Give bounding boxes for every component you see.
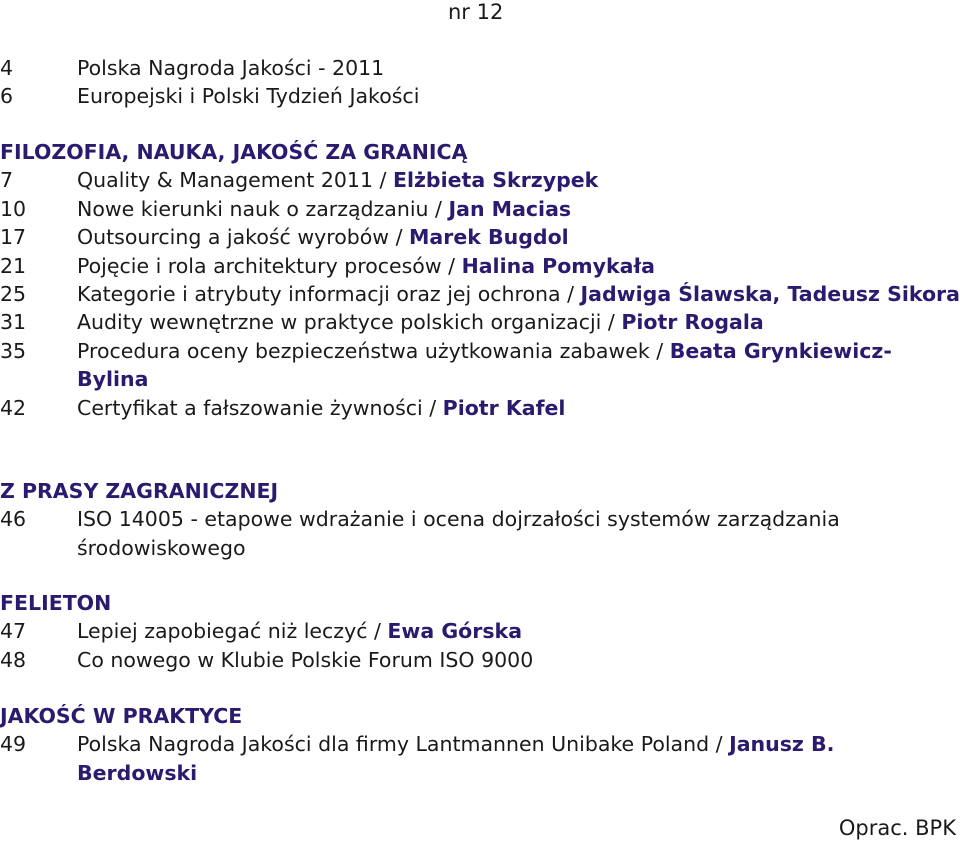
section-title: FILOZOFIA, NAUKA, JAKOŚĆ ZA GRANICĄ (0, 140, 468, 164)
page-number: 48 (0, 647, 27, 672)
page-number: 49 (0, 732, 27, 757)
entry-title: Co nowego w Klubie Polskie Forum ISO 9000 (77, 647, 534, 672)
section-feuilleton (0, 589, 960, 674)
page-number: 10 (0, 196, 27, 221)
toc-entry (0, 730, 960, 787)
entry-title: Kategorie i atrybuty informacji oraz jej ochrona / (77, 282, 581, 307)
entry-title: ISO 14005 - etapowe wdrażanie i ocena dojrzałości systemów zarządzania środowiskowego (77, 507, 840, 560)
intro-list (0, 54, 960, 111)
page-number: 17 (0, 225, 27, 250)
toc-entry (0, 646, 960, 674)
issue-number: nr 12 (448, 0, 504, 24)
entry-author: Halina Pomykała (461, 253, 655, 278)
section-title: FELIETON (0, 591, 112, 615)
page-number: 46 (0, 507, 27, 532)
section-philosophy (0, 138, 960, 422)
toc-entry (0, 337, 960, 394)
toc-entry (0, 308, 960, 336)
page-number: 31 (0, 310, 27, 335)
page-number: 7 (0, 168, 14, 193)
section-quality-in-practice (0, 702, 960, 787)
entry-author: Jan Macias (448, 196, 572, 221)
entry-title: Lepiej zapobiegać niż leczyć / (77, 619, 388, 644)
toc-entry (0, 394, 960, 422)
entry-title: Outsourcing a jakość wyrobów / (77, 225, 410, 250)
section-title: JAKOŚĆ W PRAKTYCE (0, 704, 243, 728)
toc-entry (0, 223, 960, 251)
page-number: 25 (0, 282, 27, 307)
toc-entry (0, 505, 960, 562)
entry-title: Pojęcie i rola architektury procesów / (77, 253, 462, 278)
entry-author: Marek Bugdol (409, 225, 569, 250)
toc-entry (0, 54, 960, 82)
entry-title: Quality & Management 2011 / (77, 168, 393, 193)
toc-entry (0, 617, 960, 645)
toc-entry (0, 280, 960, 308)
entry-title: Procedura oceny bezpieczeństwa użytkowania zabawek / (77, 338, 670, 363)
page-number: 35 (0, 338, 27, 363)
page-number: 4 (0, 56, 14, 80)
entry-author: Beata Grynkiewicz-Bylina (77, 338, 892, 392)
toc-entry (0, 195, 960, 223)
entry-title: Polska Nagroda Jakości - 2011 (77, 56, 385, 80)
toc-entry (0, 82, 960, 110)
entry-author: Jadwiga Ślawska, Tadeusz Sikora (580, 282, 960, 307)
section-foreign-press (0, 477, 960, 562)
page-number: 21 (0, 253, 27, 278)
toc-entry (0, 252, 960, 280)
entry-author: Piotr Rogala (621, 310, 764, 335)
page-number: 47 (0, 619, 27, 644)
entry-title: Certyfikat a fałszowanie żywności / (77, 395, 443, 420)
page-number: 42 (0, 395, 27, 420)
toc-entry (0, 166, 960, 194)
entry-title: Audity wewnętrzne w praktyce polskich organizacji / (77, 310, 622, 335)
editor-credit: Oprac. BPK (838, 816, 956, 840)
entry-author: Ewa Górska (387, 619, 523, 644)
entry-title: Europejski i Polski Tydzień Jakości (77, 84, 420, 109)
section-title: Z PRASY ZAGRANICZNEJ (0, 479, 279, 503)
entry-author: Janusz B. Berdowski (77, 732, 835, 785)
entry-author: Elżbieta Skrzypek (392, 168, 599, 193)
page-number: 6 (0, 84, 14, 109)
entry-author: Piotr Kafel (442, 395, 566, 420)
entry-title: Nowe kierunki nauk o zarządzaniu / (77, 196, 449, 221)
entry-title: Polska Nagroda Jakości dla firmy Lantmannen Unibake Poland / (77, 732, 730, 757)
